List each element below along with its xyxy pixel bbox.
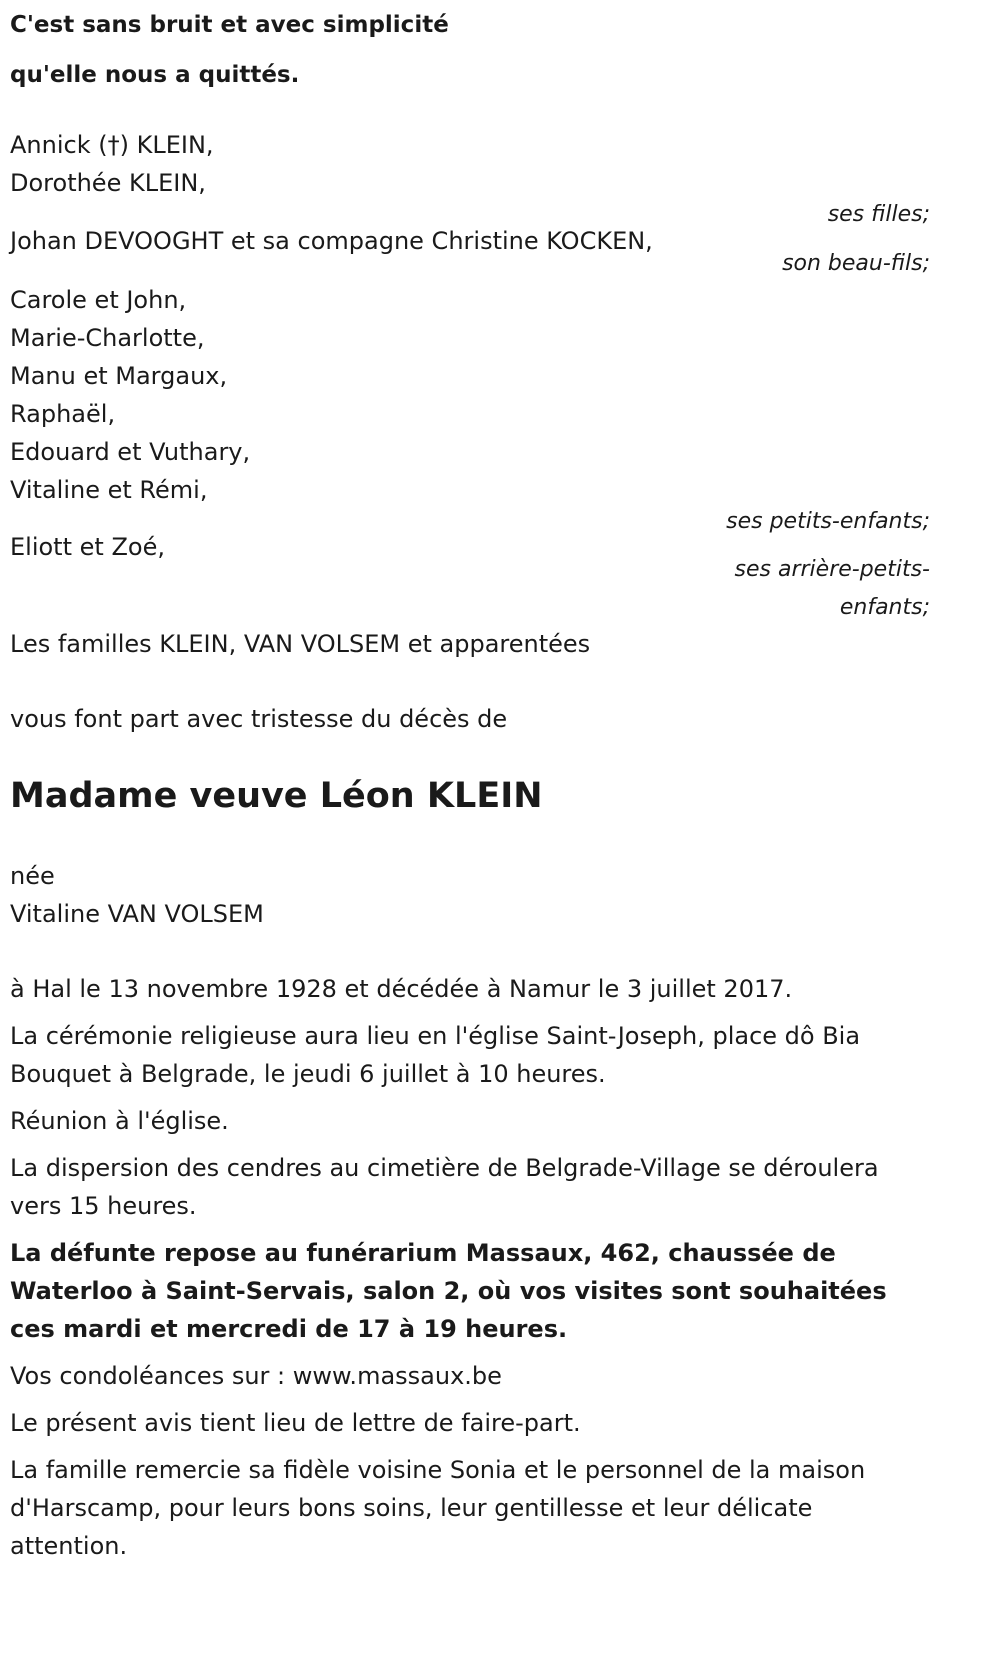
thanks-paragraph: La famille remercie sa fidèle voisine Sonia et le personnel de la maison d'Harscamp, pour leurs bons soins, leur gentillesse et leur délicate attention. xyxy=(10,1456,866,1560)
maiden-name: Vitaline VAN VOLSEM xyxy=(10,900,264,928)
grandchild-name: Edouard et Vuthary, xyxy=(10,438,251,466)
intro-text xyxy=(10,0,449,100)
funerarium-paragraph: La défunte repose au funérarium Massaux, 462, chaussée de Waterloo à Saint-Servais, salon 2, où vos visites sont souhaitées ces mardi et mercredi de 17 à 19 heures. xyxy=(10,1239,887,1343)
great-grandchildren-group xyxy=(10,528,930,627)
great-grandchildren-role-line-2: enfants; xyxy=(839,595,930,620)
grandchild-name: Carole et John, xyxy=(10,286,187,314)
grandchild-name: Raphaël, xyxy=(10,400,116,428)
ashes-paragraph: La dispersion des cendres au cimetière de Belgrade-Village se déroulera vers 15 heures. xyxy=(10,1154,879,1220)
grandchildren-group xyxy=(10,281,930,541)
birth-death-paragraph: à Hal le 13 novembre 1928 et décédée à Namur le 3 juillet 2017. xyxy=(10,975,793,1003)
daughter-name: Annick (†) KLEIN, xyxy=(10,131,214,159)
daughter-name: Dorothée KLEIN, xyxy=(10,169,206,197)
grandchildren-role: ses petits-enfants; xyxy=(726,509,930,534)
deceased-name: Madame veuve Léon KLEIN xyxy=(10,776,543,816)
great-grandchild-name: Eliott et Zoé, xyxy=(10,533,165,561)
nee-label: née xyxy=(10,862,55,890)
daughters-role: ses filles; xyxy=(827,202,930,227)
grandchild-name: Marie-Charlotte, xyxy=(10,324,205,352)
ceremony-paragraph: La cérémonie religieuse aura lieu en l'église Saint-Joseph, place dô Bia Bouquet à Belgrade, le jeudi 6 juillet à 10 heures. xyxy=(10,1022,861,1088)
son-in-law-role: son beau-fils; xyxy=(782,251,930,276)
announcement-line: vous font part avec tristesse du décès de xyxy=(10,705,508,733)
condolences-paragraph: Vos condoléances sur : www.massaux.be xyxy=(10,1362,502,1390)
families-line: Les familles KLEIN, VAN VOLSEM et apparentées xyxy=(10,630,591,658)
intro-line-1: C'est sans bruit et avec simplicité xyxy=(10,12,449,38)
details-block xyxy=(10,970,930,1565)
daughters-group xyxy=(10,126,930,234)
son-in-law-group xyxy=(10,222,930,283)
meeting-paragraph: Réunion à l'église. xyxy=(10,1107,229,1135)
grandchild-name: Vitaline et Rémi, xyxy=(10,476,208,504)
great-grandchildren-role-line-1: ses arrière-petits- xyxy=(734,557,930,582)
son-in-law-name: Johan DEVOOGHT et sa compagne Christine KOCKEN, xyxy=(10,227,653,255)
notice-paragraph: Le présent avis tient lieu de lettre de faire-part. xyxy=(10,1409,581,1437)
intro-line-2: qu'elle nous a quittés. xyxy=(10,62,300,88)
grandchild-name: Manu et Margaux, xyxy=(10,362,228,390)
